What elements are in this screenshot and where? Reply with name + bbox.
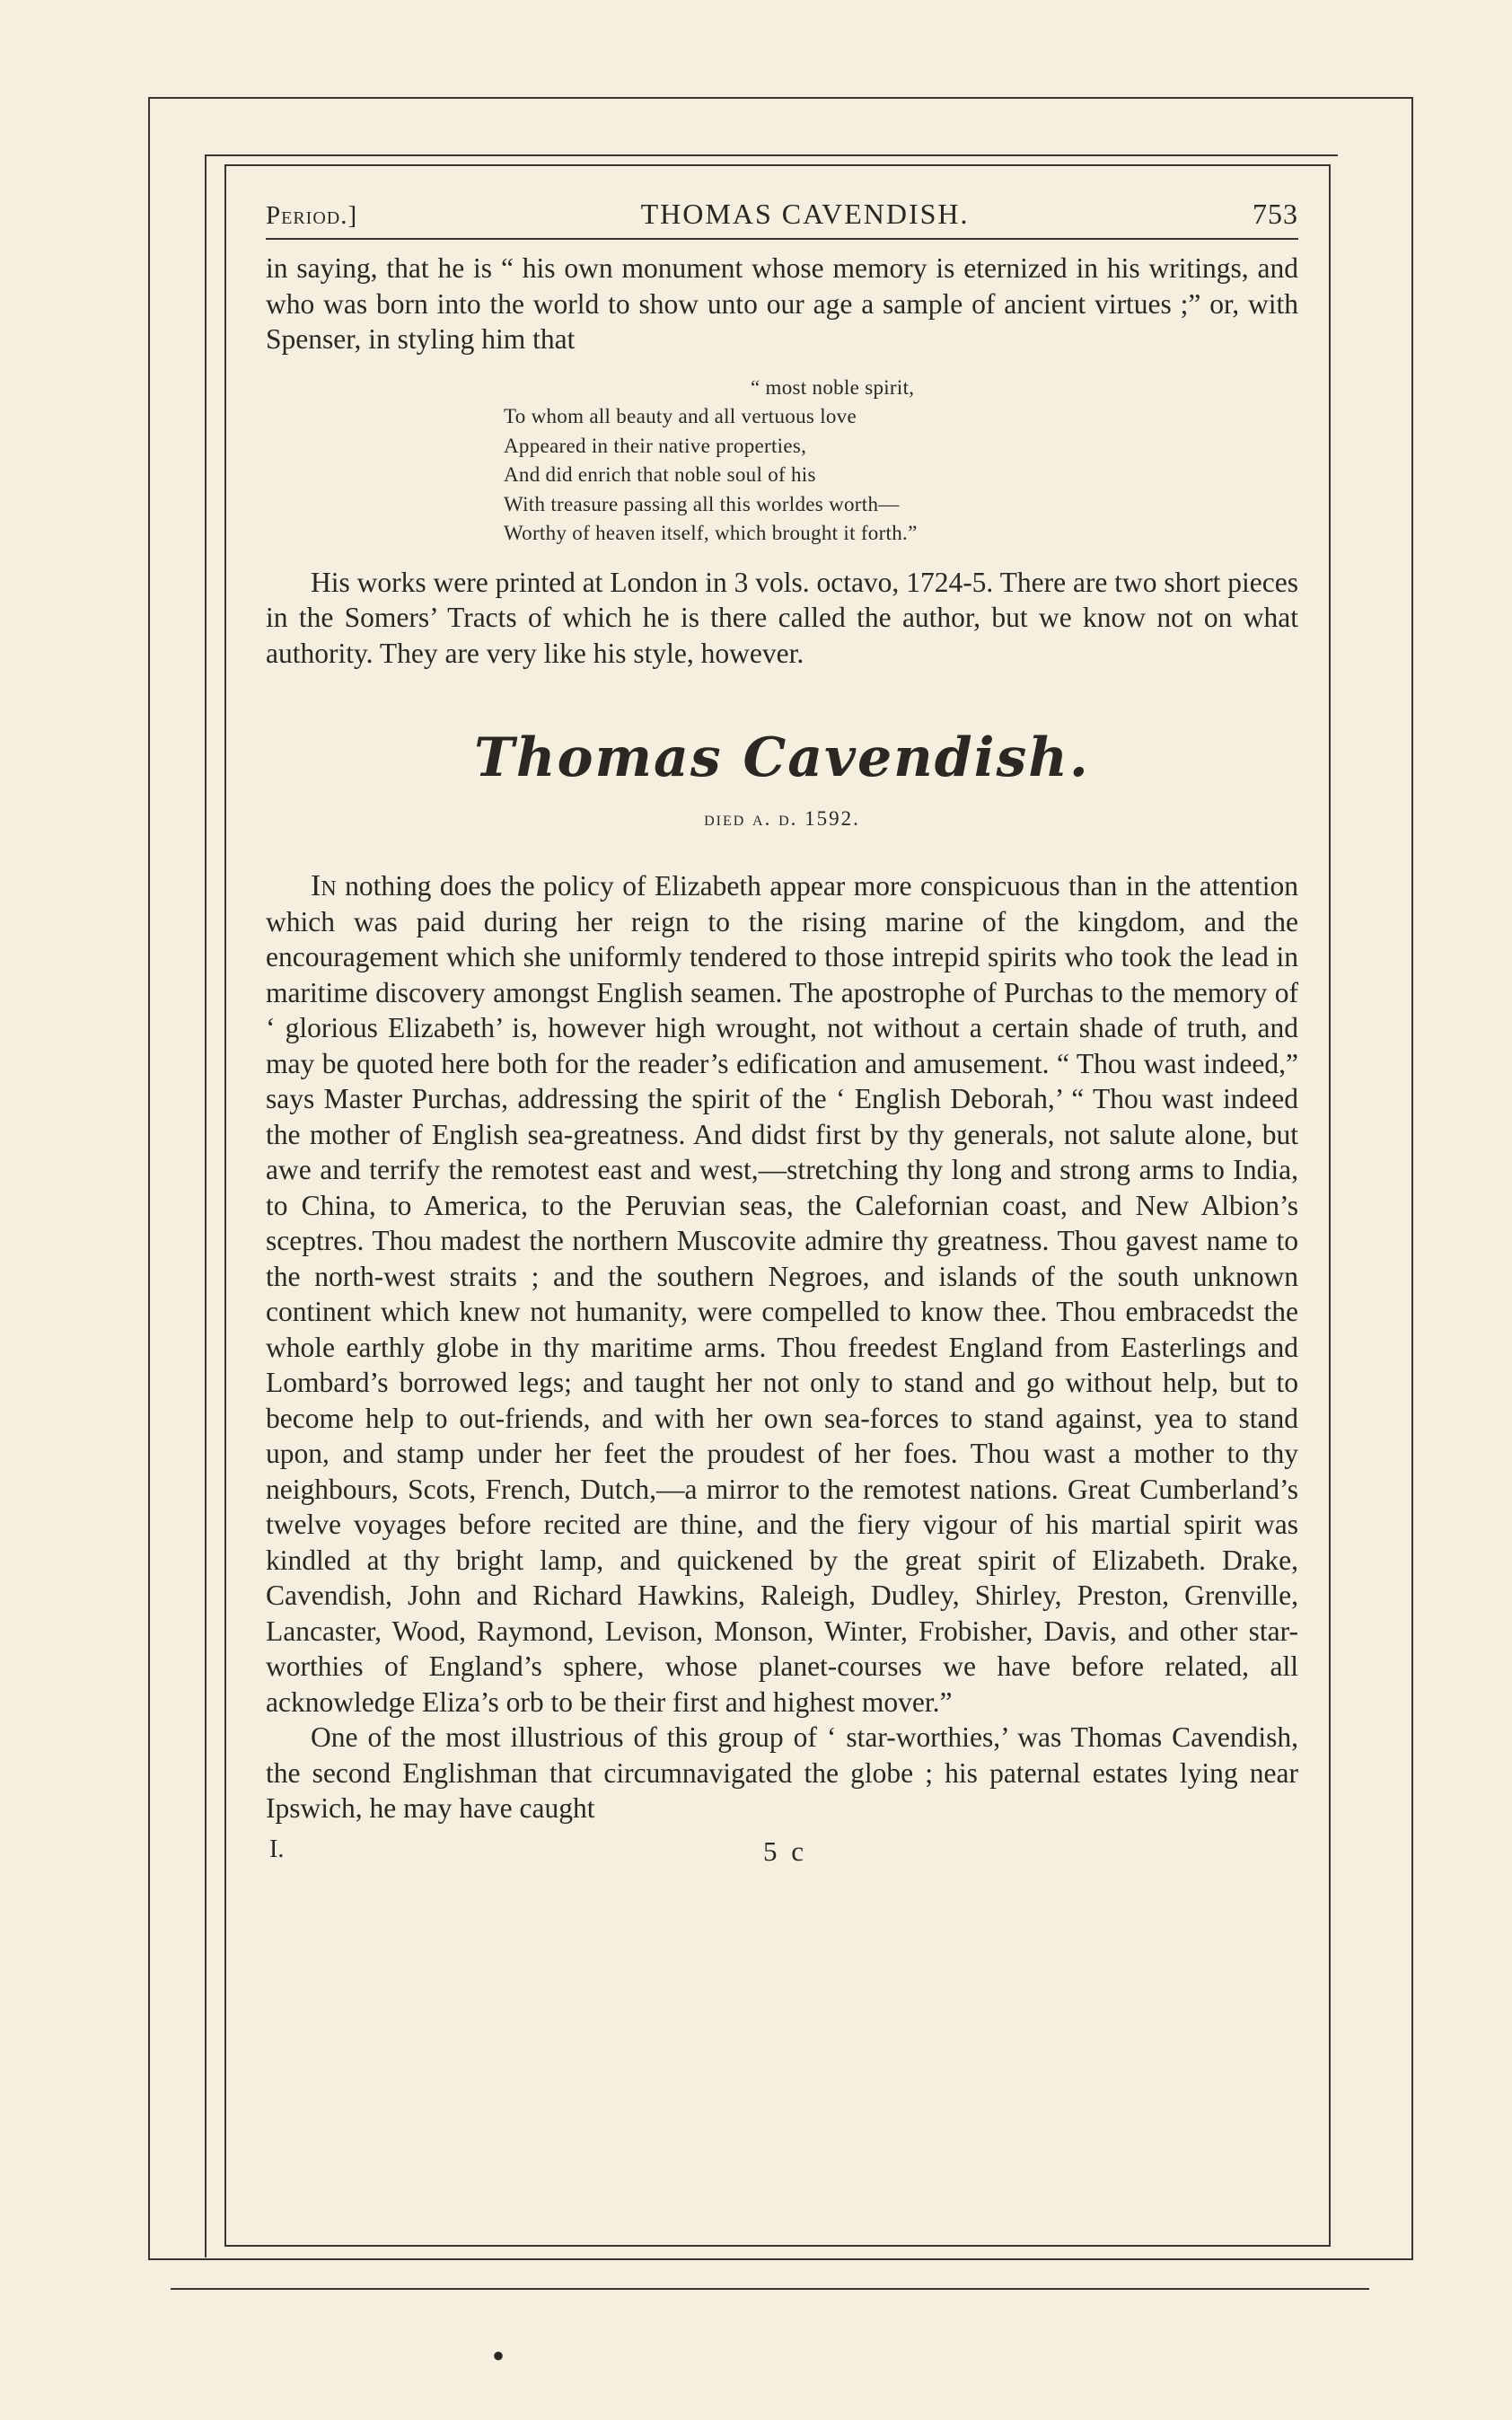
- body-paragraph-1: [266, 868, 1298, 1720]
- header-period: Period.]: [266, 201, 358, 230]
- page-number: 753: [1253, 198, 1298, 230]
- bottom-rule: [171, 2288, 1369, 2290]
- running-header: [266, 198, 1298, 240]
- poem-line-3: Appeared in their native properties,: [504, 434, 807, 457]
- header-title: THOMAS CAVENDISH.: [640, 198, 970, 230]
- poem-quote: [504, 374, 1298, 549]
- poem-line-1: “ most noble spirit,: [751, 375, 915, 399]
- signature-mark: 5 c: [763, 1835, 808, 1867]
- bottom-ink-mark: •: [492, 2336, 505, 2376]
- intro-paragraph: in saying, that he is “ his own monument whose memory is eternized in his writings, and who was born into the world to show unto our age a sample of ancient virtues ;” or, with Spenser, in styling him that: [266, 252, 1298, 355]
- poem-line-2: To whom all beauty and all vertuous love: [504, 405, 857, 427]
- page-content: [266, 198, 1298, 1868]
- poem-line-4: And did enrich that noble soul of his: [504, 463, 816, 486]
- poem-line-6: Worthy of heaven itself, which brought it forth.”: [504, 522, 918, 544]
- body-paragraph-1-text: nothing does the policy of Elizabeth appear more conspicuous than in the attention which was paid during her reign to the rising marine of the kingdom, and the encouragement which she uniformly tendered to those intrepid spirits who took the lead in maritime discovery amongst English seamen. The apostrophe of Purchas to the memory of ‘ glorious Elizabeth’ is, however high wrought, not without a certain shade of truth, and may be quoted here both for the reader’s edification and amusement. “ Thou wast indeed,” says Master Purchas, addressing the spirit of the ‘ English Deborah,’ “ Thou wast indeed the mother of English sea-greatness. And didst first by thy generals, not salute alone, but awe and terrify the remotest east and west,—stretching thy long and strong arms to India, to China, to America, to the Peruvian seas, the Calefornian coast, and New Albion’s sceptres. Thou madest the northern Muscovite admire thy greatness. Thou gavest name to the north-west straits ; and the southern Negroes, and islands of the south unknown continent which knew not humanity, were compelled to know thee. Thou embracedst the whole earthly globe in thy maritime arms. Thou freedest England from Easterlings and Lombard’s borrowed legs; and taught her not only to stand and go without help, but to become help to out-friends, and with her own sea-forces to stand against, yea to stand upon, and stamp under her feet the proudest of her foes. Thou wast a mother to thy neighbours, Scots, French, Dutch,—a mirror to the remotest nations. Great Cumberland’s twelve voyages before recited are thine, and the fiery vigour of his martial spirit was kindled at thy bright lamp, and quickened by the great spirit of Elizabeth. Drake, Cavendish, John and Richard Hawkins, Raleigh, Dudley, Shirley, Preston, Grenville, Lancaster, Wood, Raymond, Levison, Monson, Winter, Frobisher, Davis, and other star-worthies of England’s sphere, whose planet-courses we have before related, all acknowledge Eliza’s orb to be their first and highest mover.”: [266, 870, 1299, 1718]
- died-date: died a. d. 1592.: [704, 807, 860, 830]
- section-title: Thomas Cavendish.: [474, 726, 1090, 789]
- page-footer: [266, 1835, 1298, 1868]
- first-word: In: [311, 869, 337, 902]
- works-paragraph: His works were printed at London in 3 vols. octavo, 1724-5. There are two short pieces in the Somers’ Tracts of which he is there called the author, but we know not on what authority. They are very like his style, however.: [266, 566, 1298, 669]
- poem-line-5: With treasure passing all this worldes worth—: [504, 492, 900, 515]
- volume-number: I.: [269, 1835, 285, 1863]
- body-paragraph-2: One of the most illustrious of this group of ‘ star-worthies,’ was Thomas Cavendish, the second Englishman that circumnavigated the globe ; his paternal estates lying near Ipswich, he may have caught: [266, 1721, 1298, 1824]
